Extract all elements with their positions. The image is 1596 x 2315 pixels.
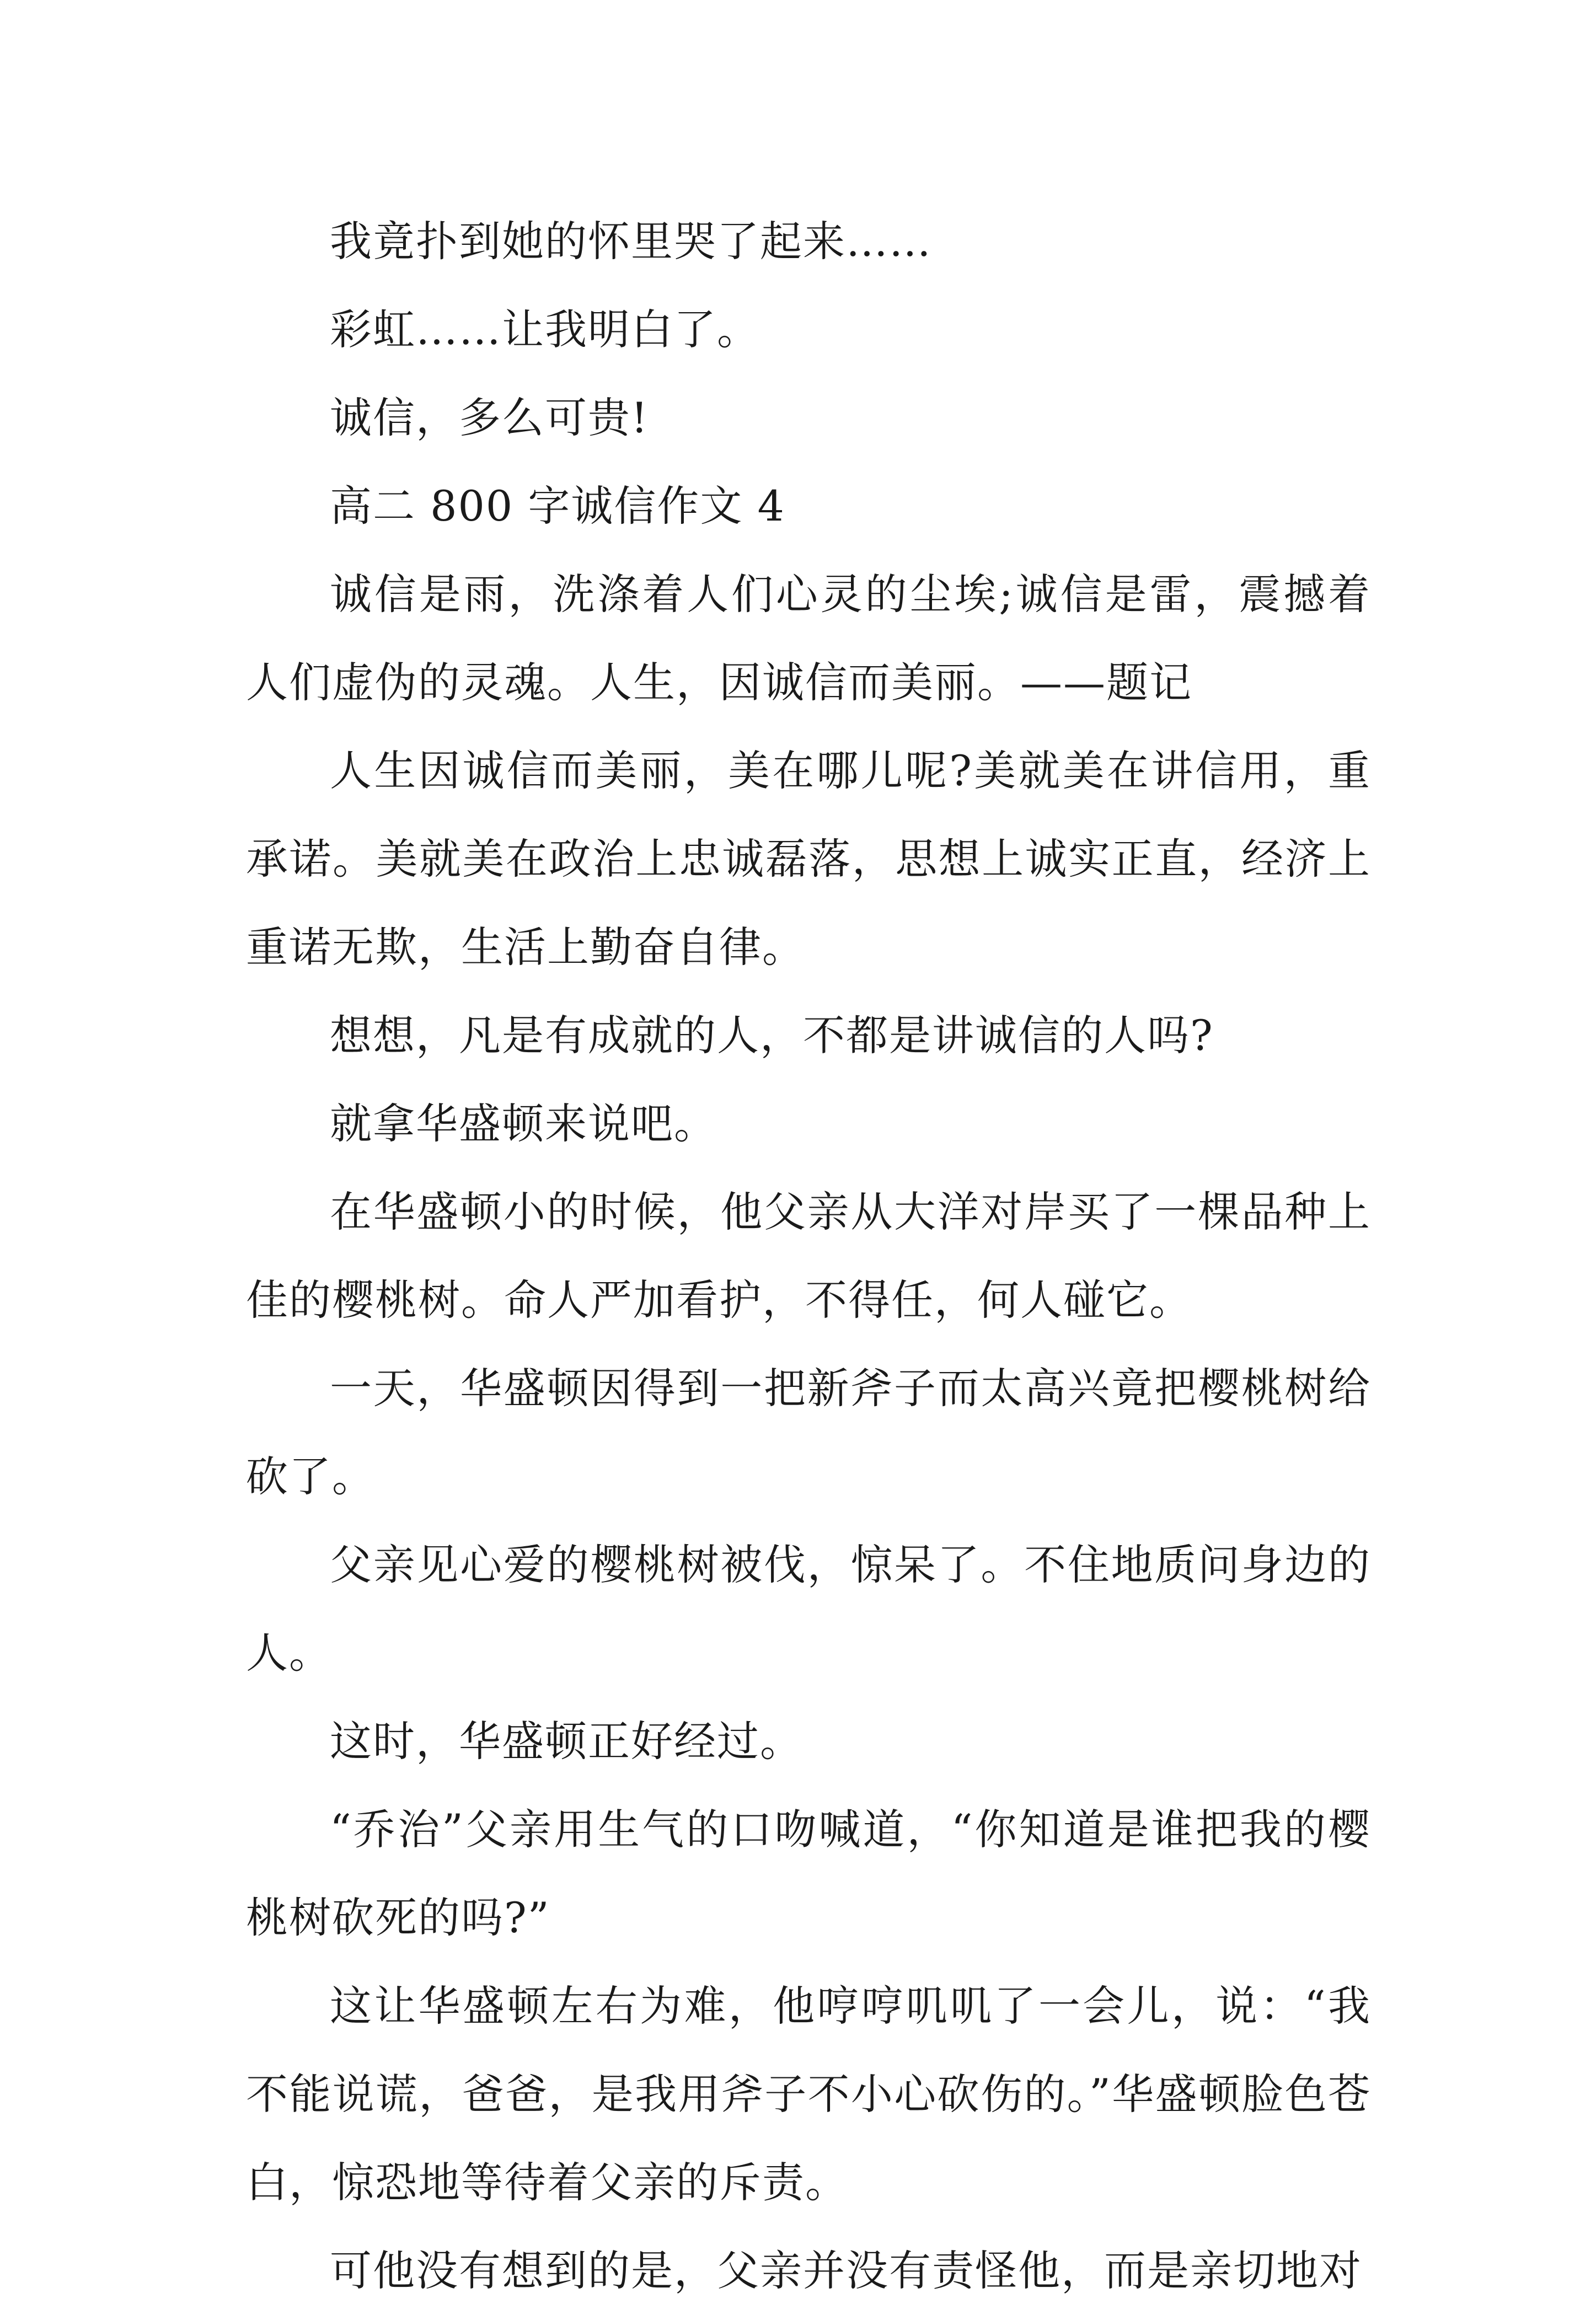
paragraph-15: 可他没有想到的是，父亲并没有责怪他，而是亲切地对 bbox=[330, 2246, 1362, 2295]
section-heading: 高二 800 字诚信作文 4 bbox=[330, 481, 785, 530]
paragraph-8: 就拿华盛顿来说吧。 bbox=[330, 1099, 717, 1148]
paragraph-1: 我竟扑到她的怀里哭了起来…… bbox=[330, 217, 932, 266]
paragraph-6: 人生因诚信而美丽，美在哪儿呢?美就美在讲信用，重承诺。美就美在政治上忠诚磊落，思想上诚实正直，经济上重诺无欺，生活上勤奋自律。 bbox=[246, 746, 1371, 972]
paragraph-14: 这让华盛顿左右为难，他哼哼叽叽了一会儿，说：“我不能说谎，爸爸，是我用斧子不小心砍伤的。”华盛顿脸色苍白，惊恐地等待着父亲的斥责。 bbox=[246, 1981, 1371, 2207]
paragraph-9: 在华盛顿小的时候，他父亲从大洋对岸买了一棵品种上佳的樱桃树。命人严加看护，不得任，何人碰它。 bbox=[246, 1187, 1371, 1325]
paragraph-epigraph: 诚信是雨，洗涤着人们心灵的尘埃;诚信是雷，震撼着人们虚伪的灵魂。人生，因诚信而美丽。——题记 bbox=[246, 570, 1371, 707]
paragraph-7: 想想，凡是有成就的人，不都是讲诚信的人吗? bbox=[330, 1011, 1214, 1060]
document-body bbox=[246, 197, 1371, 2315]
paragraph-12: 这时，华盛顿正好经过。 bbox=[330, 1717, 803, 1766]
paragraph-11: 父亲见心爱的樱桃树被伐，惊呆了。不住地质问身边的人。 bbox=[246, 1540, 1371, 1678]
paragraph-10: 一天，华盛顿因得到一把新斧子而太高兴竟把樱桃树给砍了。 bbox=[246, 1364, 1371, 1501]
paragraph-13: “乔治”父亲用生气的口吻喊道，“你知道是谁把我的樱桃树砍死的吗?” bbox=[246, 1805, 1371, 1942]
paragraph-3: 诚信，多么可贵! bbox=[330, 393, 649, 442]
paragraph-2: 彩虹……让我明白了。 bbox=[330, 305, 760, 354]
